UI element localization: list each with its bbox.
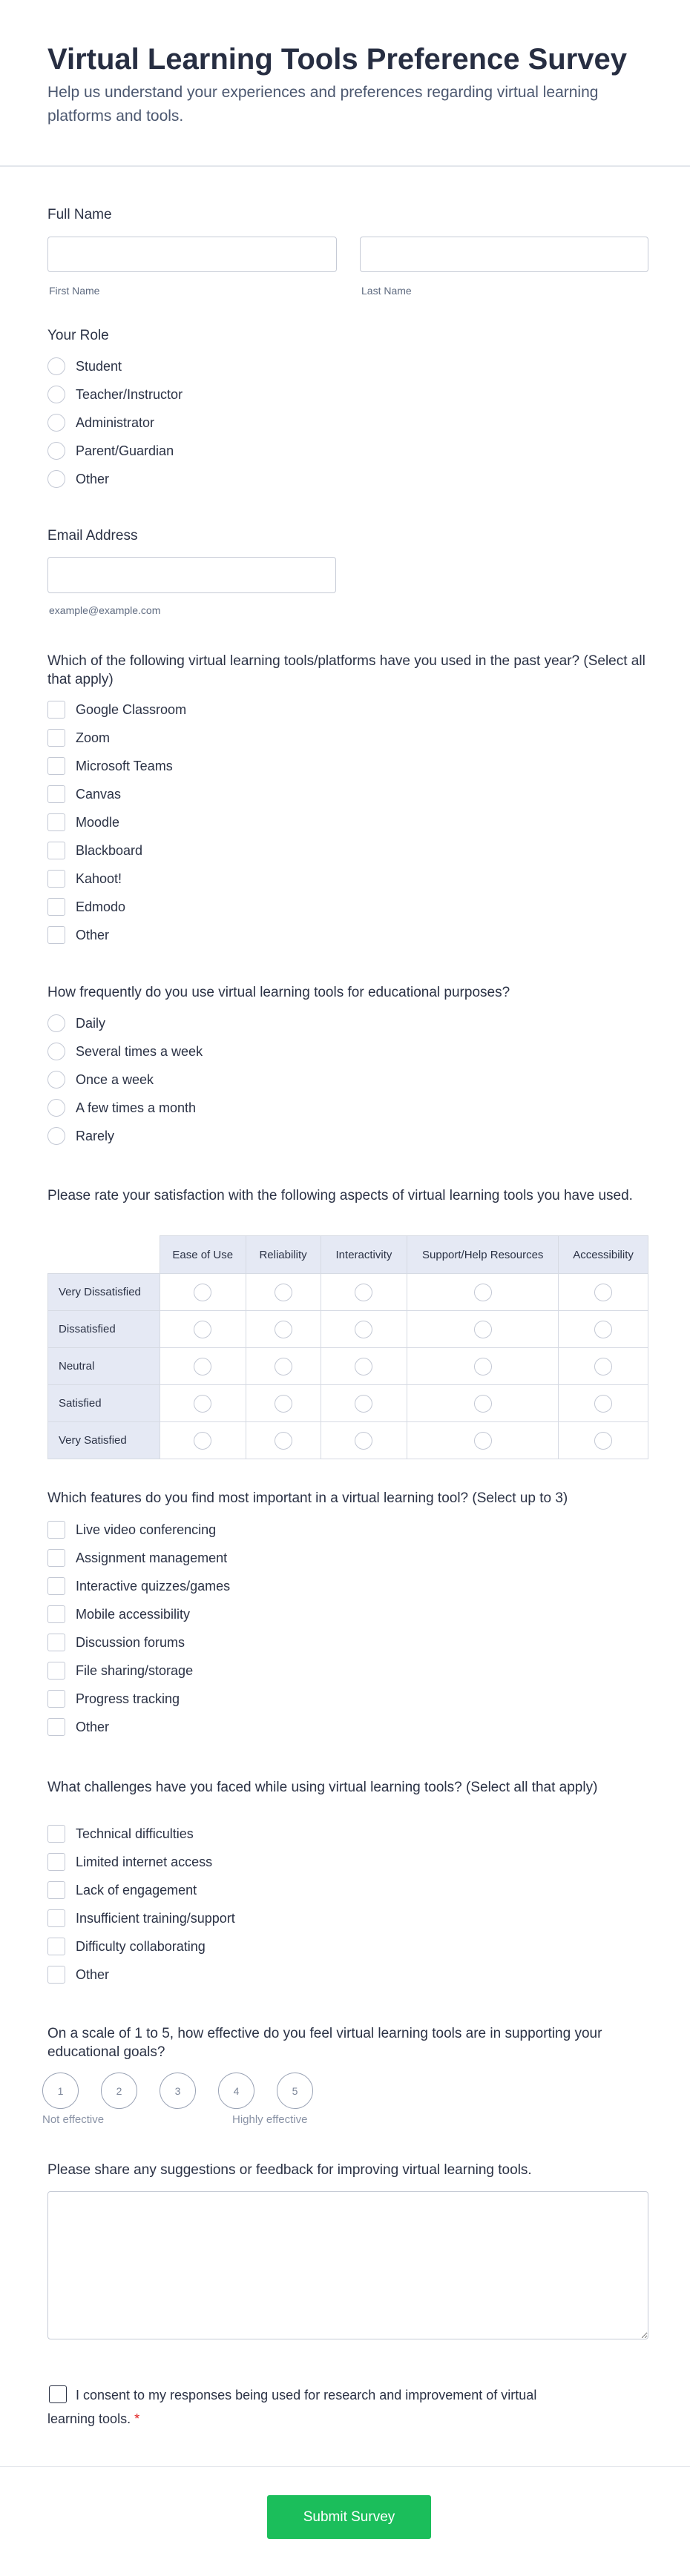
matrix-cell bbox=[246, 1422, 321, 1459]
option-label: Rarely bbox=[76, 1128, 115, 1143]
checkbox[interactable] bbox=[47, 785, 65, 803]
option-label: Several times a week bbox=[76, 1043, 203, 1059]
option-label: Blackboard bbox=[76, 842, 143, 858]
option-label: Google Classroom bbox=[76, 701, 187, 717]
radio-button[interactable] bbox=[47, 1099, 65, 1117]
radio-button[interactable] bbox=[47, 1014, 65, 1032]
first-name-sublabel: First Name bbox=[49, 285, 100, 297]
matrix-radio[interactable] bbox=[474, 1284, 492, 1301]
page-title: Virtual Learning Tools Preference Survey bbox=[47, 43, 628, 76]
matrix-radio[interactable] bbox=[275, 1395, 292, 1413]
matrix-radio[interactable] bbox=[594, 1395, 612, 1413]
matrix-column-header: Reliability bbox=[246, 1236, 321, 1274]
option-label: Other bbox=[76, 927, 110, 942]
radio-button[interactable] bbox=[47, 414, 65, 432]
option-label: Progress tracking bbox=[76, 1691, 180, 1706]
matrix-cell bbox=[246, 1311, 321, 1348]
checkbox[interactable] bbox=[47, 1853, 65, 1871]
matrix-cell bbox=[246, 1274, 321, 1311]
matrix-radio[interactable] bbox=[594, 1432, 612, 1450]
matrix-radio[interactable] bbox=[194, 1358, 211, 1375]
option-label: Mobile accessibility bbox=[76, 1606, 191, 1622]
checkbox[interactable] bbox=[47, 870, 65, 888]
option-label: Lack of engagement bbox=[76, 1882, 197, 1898]
option-label: Assignment management bbox=[76, 1550, 228, 1565]
option-checkbox[interactable] bbox=[47, 836, 186, 865]
last-name-input[interactable] bbox=[360, 237, 648, 272]
option-label: Student bbox=[76, 358, 122, 374]
matrix-corner bbox=[48, 1236, 160, 1274]
matrix-cell bbox=[407, 1311, 559, 1348]
checkbox[interactable] bbox=[47, 898, 65, 916]
option-radio[interactable] bbox=[47, 409, 183, 437]
option-checkbox[interactable] bbox=[47, 1904, 235, 1932]
option-label: Difficulty collaborating bbox=[76, 1938, 206, 1954]
option-label: Technical difficulties bbox=[76, 1826, 194, 1841]
features-options bbox=[47, 1516, 230, 1741]
matrix-cell bbox=[407, 1348, 559, 1385]
matrix-radio[interactable] bbox=[194, 1395, 211, 1413]
option-label: Canvas bbox=[76, 786, 122, 802]
matrix-cell bbox=[321, 1348, 407, 1385]
option-label: File sharing/storage bbox=[76, 1662, 194, 1678]
matrix-row bbox=[48, 1348, 648, 1385]
option-radio[interactable] bbox=[47, 437, 183, 465]
option-label: A few times a month bbox=[76, 1100, 197, 1115]
matrix-cell bbox=[246, 1348, 321, 1385]
option-checkbox[interactable] bbox=[47, 865, 186, 893]
matrix-radio[interactable] bbox=[275, 1432, 292, 1450]
option-checkbox[interactable] bbox=[47, 1961, 235, 1989]
option-checkbox[interactable] bbox=[47, 780, 186, 808]
matrix-cell bbox=[160, 1311, 246, 1348]
effectiveness-label: On a scale of 1 to 5, how effective do you feel virtual learning tools are in supporting your educational goals? bbox=[47, 2026, 602, 2060]
option-checkbox[interactable] bbox=[47, 1685, 230, 1713]
option-label: Other bbox=[76, 1719, 110, 1734]
matrix-radio[interactable] bbox=[594, 1284, 612, 1301]
option-radio[interactable] bbox=[47, 352, 183, 380]
matrix-cell bbox=[559, 1422, 648, 1459]
radio-button[interactable] bbox=[47, 470, 65, 488]
matrix-cell bbox=[559, 1385, 648, 1422]
matrix-radio[interactable] bbox=[355, 1432, 372, 1450]
effectiveness-scale bbox=[42, 2073, 313, 2109]
option-radio[interactable] bbox=[47, 1122, 203, 1150]
matrix-radio[interactable] bbox=[474, 1321, 492, 1338]
feedback-textarea[interactable] bbox=[47, 2191, 648, 2339]
first-name-input[interactable] bbox=[47, 237, 337, 272]
checkbox[interactable] bbox=[47, 1966, 65, 1984]
option-checkbox[interactable] bbox=[47, 921, 186, 949]
option-label: Moodle bbox=[76, 814, 120, 830]
option-radio[interactable] bbox=[47, 1066, 203, 1094]
matrix-cell bbox=[559, 1311, 648, 1348]
option-checkbox[interactable] bbox=[47, 1848, 235, 1876]
matrix-radio[interactable] bbox=[474, 1432, 492, 1450]
checkbox[interactable] bbox=[47, 1690, 65, 1708]
option-radio[interactable] bbox=[47, 1094, 203, 1122]
matrix-row-label: Dissatisfied bbox=[48, 1311, 160, 1348]
page-subtitle: Help us understand your experiences and preferences regarding virtual learning platforms and tools. bbox=[47, 84, 599, 125]
option-label: Interactive quizzes/games bbox=[76, 1578, 231, 1594]
option-label: Live video conferencing bbox=[76, 1522, 217, 1537]
required-mark: * bbox=[134, 2411, 140, 2426]
option-label: Limited internet access bbox=[76, 1854, 213, 1869]
matrix-cell bbox=[321, 1385, 407, 1422]
matrix-radio[interactable] bbox=[194, 1284, 211, 1301]
tools-options bbox=[47, 696, 186, 949]
email-label: Email Address bbox=[47, 528, 138, 544]
challenges-label: What challenges have you faced while using virtual learning tools? (Select all that apply) bbox=[47, 1780, 598, 1795]
option-label: Administrator bbox=[76, 415, 155, 430]
scale-option-1[interactable]: 1 bbox=[42, 2073, 79, 2109]
option-label: Teacher/Instructor bbox=[76, 386, 183, 402]
option-checkbox[interactable] bbox=[47, 724, 186, 752]
matrix-radio[interactable] bbox=[594, 1358, 612, 1375]
scale-max-label: Highly effective bbox=[232, 2113, 308, 2126]
option-label: Microsoft Teams bbox=[76, 758, 173, 773]
header-divider bbox=[0, 165, 690, 167]
checkbox[interactable] bbox=[47, 1605, 65, 1623]
matrix-cell bbox=[321, 1311, 407, 1348]
checkbox[interactable] bbox=[47, 1718, 65, 1736]
matrix-row bbox=[48, 1385, 648, 1422]
matrix-radio[interactable] bbox=[275, 1321, 292, 1338]
checkbox[interactable] bbox=[47, 1577, 65, 1595]
matrix-radio[interactable] bbox=[355, 1321, 372, 1338]
matrix-cell bbox=[321, 1422, 407, 1459]
matrix-row bbox=[48, 1422, 648, 1459]
email-input[interactable] bbox=[47, 557, 336, 593]
feedback-label: Please share any suggestions or feedback for improving virtual learning tools. bbox=[47, 2162, 532, 2178]
scale-option-2[interactable]: 2 bbox=[101, 2073, 137, 2109]
checkbox[interactable] bbox=[47, 1549, 65, 1567]
option-radio[interactable] bbox=[47, 1009, 203, 1037]
matrix-row-label: Neutral bbox=[48, 1348, 160, 1385]
matrix-cell bbox=[407, 1422, 559, 1459]
checkbox[interactable] bbox=[47, 1881, 65, 1899]
checkbox[interactable] bbox=[47, 729, 65, 747]
matrix-radio[interactable] bbox=[474, 1358, 492, 1375]
option-radio[interactable] bbox=[47, 1037, 203, 1066]
option-checkbox[interactable] bbox=[47, 1713, 230, 1741]
matrix-radio[interactable] bbox=[594, 1321, 612, 1338]
option-label: Kahoot! bbox=[76, 871, 122, 886]
radio-button[interactable] bbox=[47, 1043, 65, 1060]
option-checkbox[interactable] bbox=[47, 752, 186, 780]
matrix-row-label: Satisfied bbox=[48, 1385, 160, 1422]
option-checkbox[interactable] bbox=[47, 1932, 235, 1961]
matrix-cell bbox=[160, 1348, 246, 1385]
matrix-column-header: Ease of Use bbox=[160, 1236, 246, 1274]
matrix-cell bbox=[160, 1385, 246, 1422]
matrix-column-header: Accessibility bbox=[559, 1236, 648, 1274]
matrix-radio[interactable] bbox=[275, 1284, 292, 1301]
option-label: Parent/Guardian bbox=[76, 443, 174, 458]
option-label: Insufficient training/support bbox=[76, 1910, 235, 1926]
tools-label: Which of the following virtual learning tools/platforms have you used in the past year? (Select all that apply) bbox=[47, 653, 645, 687]
radio-button[interactable] bbox=[47, 1071, 65, 1089]
full-name-label: Full Name bbox=[47, 207, 112, 222]
option-checkbox[interactable] bbox=[47, 893, 186, 921]
checkbox[interactable] bbox=[47, 842, 65, 859]
satisfaction-matrix bbox=[47, 1235, 648, 1459]
matrix-radio[interactable] bbox=[355, 1284, 372, 1301]
checkbox[interactable] bbox=[47, 926, 65, 944]
option-checkbox[interactable] bbox=[47, 808, 186, 836]
matrix-cell bbox=[407, 1385, 559, 1422]
matrix-cell bbox=[246, 1385, 321, 1422]
matrix-radio[interactable] bbox=[355, 1358, 372, 1375]
challenges-options bbox=[47, 1820, 235, 1989]
frequency-options bbox=[47, 1009, 203, 1150]
consent-text bbox=[47, 2383, 582, 2431]
checkbox[interactable] bbox=[47, 1634, 65, 1651]
checkbox[interactable] bbox=[47, 1909, 65, 1927]
scale-option-3[interactable]: 3 bbox=[160, 2073, 196, 2109]
matrix-radio[interactable] bbox=[194, 1321, 211, 1338]
matrix-column-header: Interactivity bbox=[321, 1236, 407, 1274]
role-options bbox=[47, 352, 183, 493]
matrix-radio[interactable] bbox=[275, 1358, 292, 1375]
matrix-column-header: Support/Help Resources bbox=[407, 1236, 559, 1274]
option-label: Other bbox=[76, 1966, 110, 1982]
matrix-cell bbox=[407, 1274, 559, 1311]
checkbox[interactable] bbox=[47, 1825, 65, 1843]
radio-button[interactable] bbox=[47, 357, 65, 375]
radio-button[interactable] bbox=[47, 442, 65, 460]
matrix-radio[interactable] bbox=[194, 1432, 211, 1450]
footer-divider bbox=[0, 2466, 690, 2467]
option-checkbox[interactable] bbox=[47, 1544, 230, 1572]
role-label: Your Role bbox=[47, 328, 109, 343]
matrix-cell bbox=[559, 1274, 648, 1311]
option-checkbox[interactable] bbox=[47, 1572, 230, 1600]
option-checkbox[interactable] bbox=[47, 1600, 230, 1628]
option-radio[interactable] bbox=[47, 380, 183, 409]
option-label: Zoom bbox=[76, 730, 111, 745]
option-checkbox[interactable] bbox=[47, 1628, 230, 1657]
matrix-radio[interactable] bbox=[355, 1395, 372, 1413]
option-label: Discussion forums bbox=[76, 1634, 185, 1650]
checkbox[interactable] bbox=[47, 813, 65, 831]
matrix-cell bbox=[559, 1348, 648, 1385]
matrix-cell bbox=[160, 1422, 246, 1459]
submit-survey-button[interactable]: Submit Survey bbox=[267, 2495, 431, 2539]
checkbox[interactable] bbox=[47, 701, 65, 719]
frequency-label: How frequently do you use virtual learning tools for educational purposes? bbox=[47, 985, 510, 1000]
matrix-row bbox=[48, 1311, 648, 1348]
matrix-cell bbox=[321, 1274, 407, 1311]
checkbox[interactable] bbox=[47, 757, 65, 775]
option-label: Edmodo bbox=[76, 899, 126, 914]
matrix-row-label: Very Satisfied bbox=[48, 1422, 160, 1459]
option-checkbox[interactable] bbox=[47, 1657, 230, 1685]
option-label: Other bbox=[76, 471, 110, 486]
features-label: Which features do you find most important in a virtual learning tool? (Select up to 3) bbox=[47, 1490, 568, 1506]
option-label: Daily bbox=[76, 1015, 106, 1031]
consent-label: I consent to my responses being used for research and improvement of virtual learning tools. bbox=[47, 2388, 537, 2426]
option-checkbox[interactable] bbox=[47, 1516, 230, 1544]
scale-option-5[interactable]: 5 bbox=[277, 2073, 313, 2109]
matrix-cell bbox=[160, 1274, 246, 1311]
scale-option-4[interactable]: 4 bbox=[218, 2073, 254, 2109]
satisfaction-label: Please rate your satisfaction with the following aspects of virtual learning tools you have used. bbox=[47, 1188, 633, 1203]
option-checkbox[interactable] bbox=[47, 696, 186, 724]
option-label: Once a week bbox=[76, 1071, 154, 1087]
matrix-radio[interactable] bbox=[474, 1395, 492, 1413]
option-checkbox[interactable] bbox=[47, 1820, 235, 1848]
checkbox[interactable] bbox=[47, 1938, 65, 1955]
scale-min-label: Not effective bbox=[42, 2113, 105, 2126]
matrix-row-label: Very Dissatisfied bbox=[48, 1274, 160, 1311]
email-hint: example@example.com bbox=[49, 604, 161, 616]
radio-button[interactable] bbox=[47, 1127, 65, 1145]
checkbox[interactable] bbox=[47, 1662, 65, 1680]
radio-button[interactable] bbox=[47, 386, 65, 403]
option-radio[interactable] bbox=[47, 465, 183, 493]
checkbox[interactable] bbox=[47, 1521, 65, 1539]
option-checkbox[interactable] bbox=[47, 1876, 235, 1904]
last-name-sublabel: Last Name bbox=[361, 285, 412, 297]
matrix-row bbox=[48, 1274, 648, 1311]
